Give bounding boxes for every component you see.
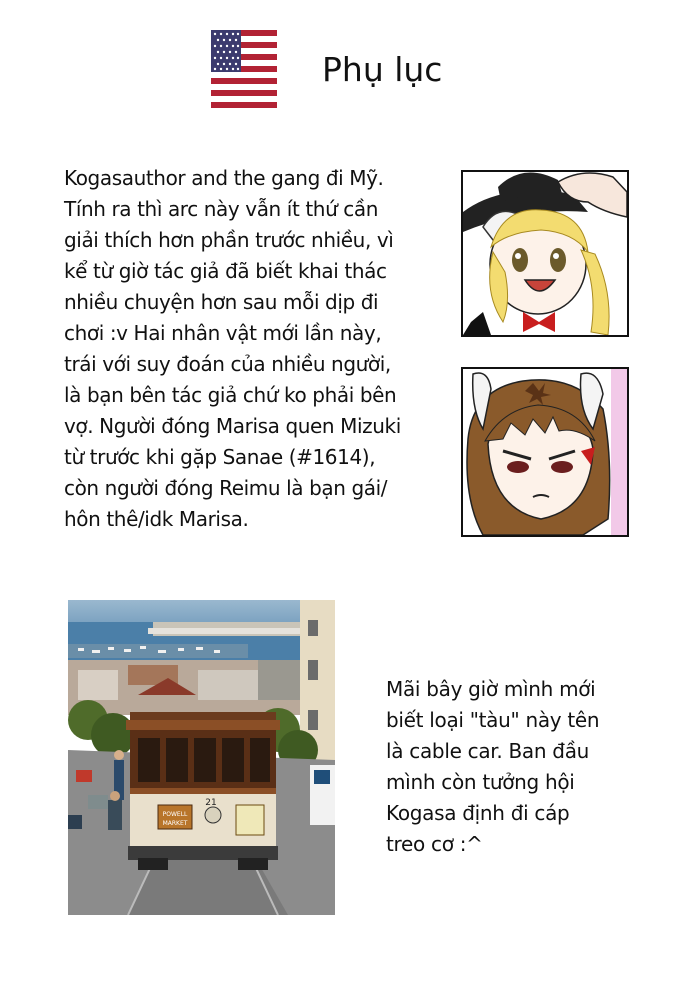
text-line: Mãi bây giờ mình mới: [386, 677, 596, 701]
text-line: trái với suy đoán của nhiều người,: [64, 352, 391, 376]
text-line: vợ. Người đóng Marisa quen Mizuki: [64, 414, 401, 438]
sign-text-1: POWELL: [162, 811, 188, 818]
note-paragraph-2: [386, 674, 646, 860]
text-line: biết loại "tàu" này tên: [386, 708, 600, 732]
note-paragraph-1: [64, 163, 464, 535]
text-line: nhiều chuyện hơn sau mỗi dịp đi: [64, 290, 379, 314]
text-line: Tính ra thì arc này vẫn ít thứ cần: [64, 197, 379, 221]
text-line: chơi :v Hai nhân vật mới lần này,: [64, 321, 382, 345]
text-line: giải thích hơn phần trước nhiều, vì: [64, 228, 394, 252]
car-number: 21: [205, 798, 217, 808]
text-line: là bạn bên tác giả chứ ko phải bên: [64, 383, 397, 407]
marisa-comic-panel: [461, 170, 629, 337]
text-line: là cable car. Ban đầu: [386, 739, 590, 763]
text-line: kể từ giờ tác giả đã biết khai thác: [64, 259, 387, 283]
us-flag-icon: [211, 30, 277, 108]
text-line: còn người đóng Reimu là bạn gái/: [64, 476, 388, 500]
sign-text-2: MARKET: [162, 820, 188, 827]
reimu-comic-panel: [461, 367, 629, 537]
page-title: Phụ lục: [322, 50, 443, 89]
cable-car-photo: [68, 600, 335, 915]
text-line: Kogasa định đi cáp: [386, 801, 570, 825]
text-line: mình còn tưởng hội: [386, 770, 575, 794]
text-line: Kogasauthor and the gang đi Mỹ.: [64, 166, 384, 190]
text-line: treo cơ :^: [386, 832, 483, 856]
text-line: hôn thê/idk Marisa.: [64, 507, 249, 531]
text-line: từ trước khi gặp Sanae (#1614),: [64, 445, 376, 469]
